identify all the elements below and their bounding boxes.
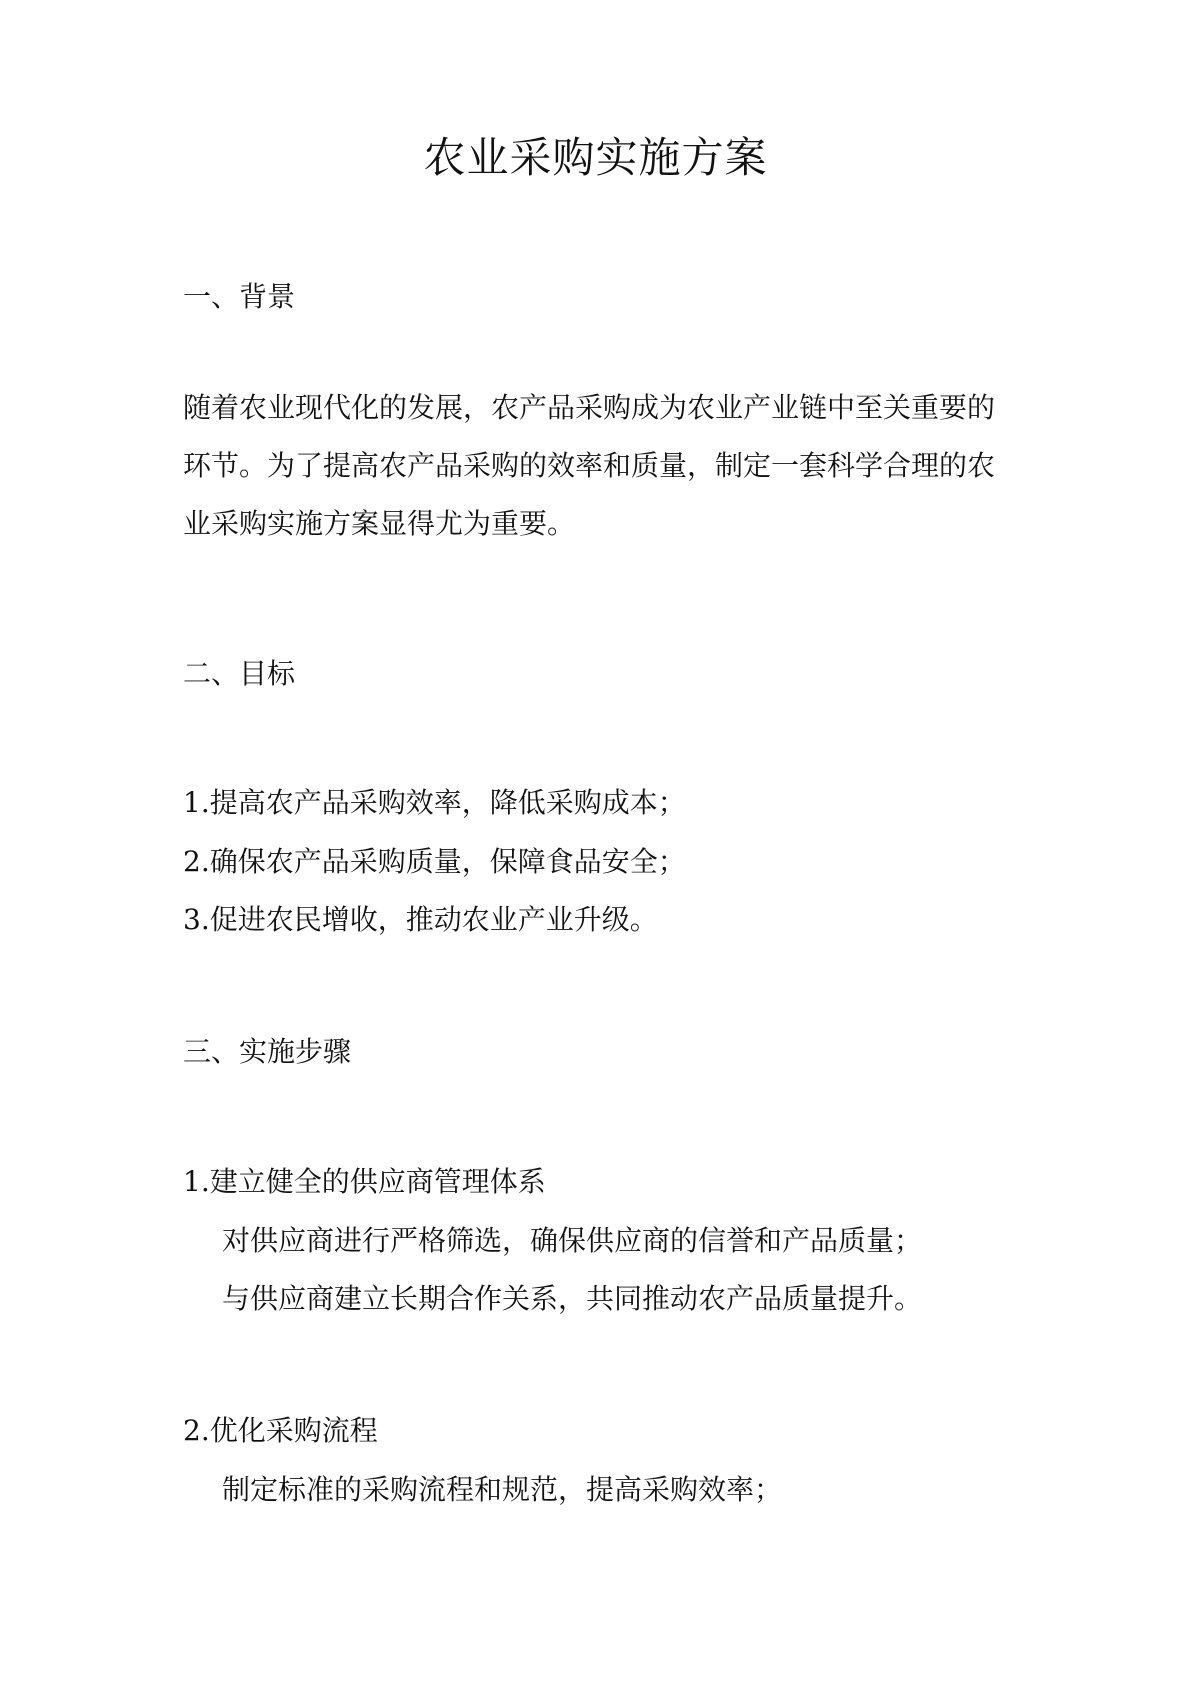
step-title: 1.建立健全的供应商管理体系 [183, 1165, 546, 1198]
step-detail: 与供应商建立长期合作关系，共同推动农产品质量提升。 [222, 1282, 923, 1315]
section-heading-goals: 二、目标 [183, 657, 296, 690]
document-title: 农业采购实施方案 [423, 133, 768, 182]
background-paragraph-line: 随着农业现代化的发展，农产品采购成为农业产业链中至关重要的 [183, 391, 996, 424]
step-detail: 制定标准的采购流程和规范，提高采购效率； [222, 1473, 783, 1506]
background-paragraph-line: 环节。为了提高农产品采购的效率和质量，制定一套科学合理的农 [183, 449, 996, 482]
goal-item: 1.提高农产品采购效率，降低采购成本； [183, 786, 686, 819]
goal-item: 2.确保农产品采购质量，保障食品安全； [183, 845, 686, 878]
section-heading-steps: 三、实施步骤 [183, 1035, 352, 1068]
goal-item: 3.促进农民增收，推动农业产业升级。 [183, 903, 658, 936]
step-detail: 对供应商进行严格筛选，确保供应商的信誉和产品质量； [222, 1224, 923, 1257]
section-heading-background: 一、背景 [183, 280, 296, 313]
background-paragraph-line: 业采购实施方案显得尤为重要。 [183, 507, 576, 540]
step-title: 2.优化采购流程 [183, 1414, 378, 1447]
